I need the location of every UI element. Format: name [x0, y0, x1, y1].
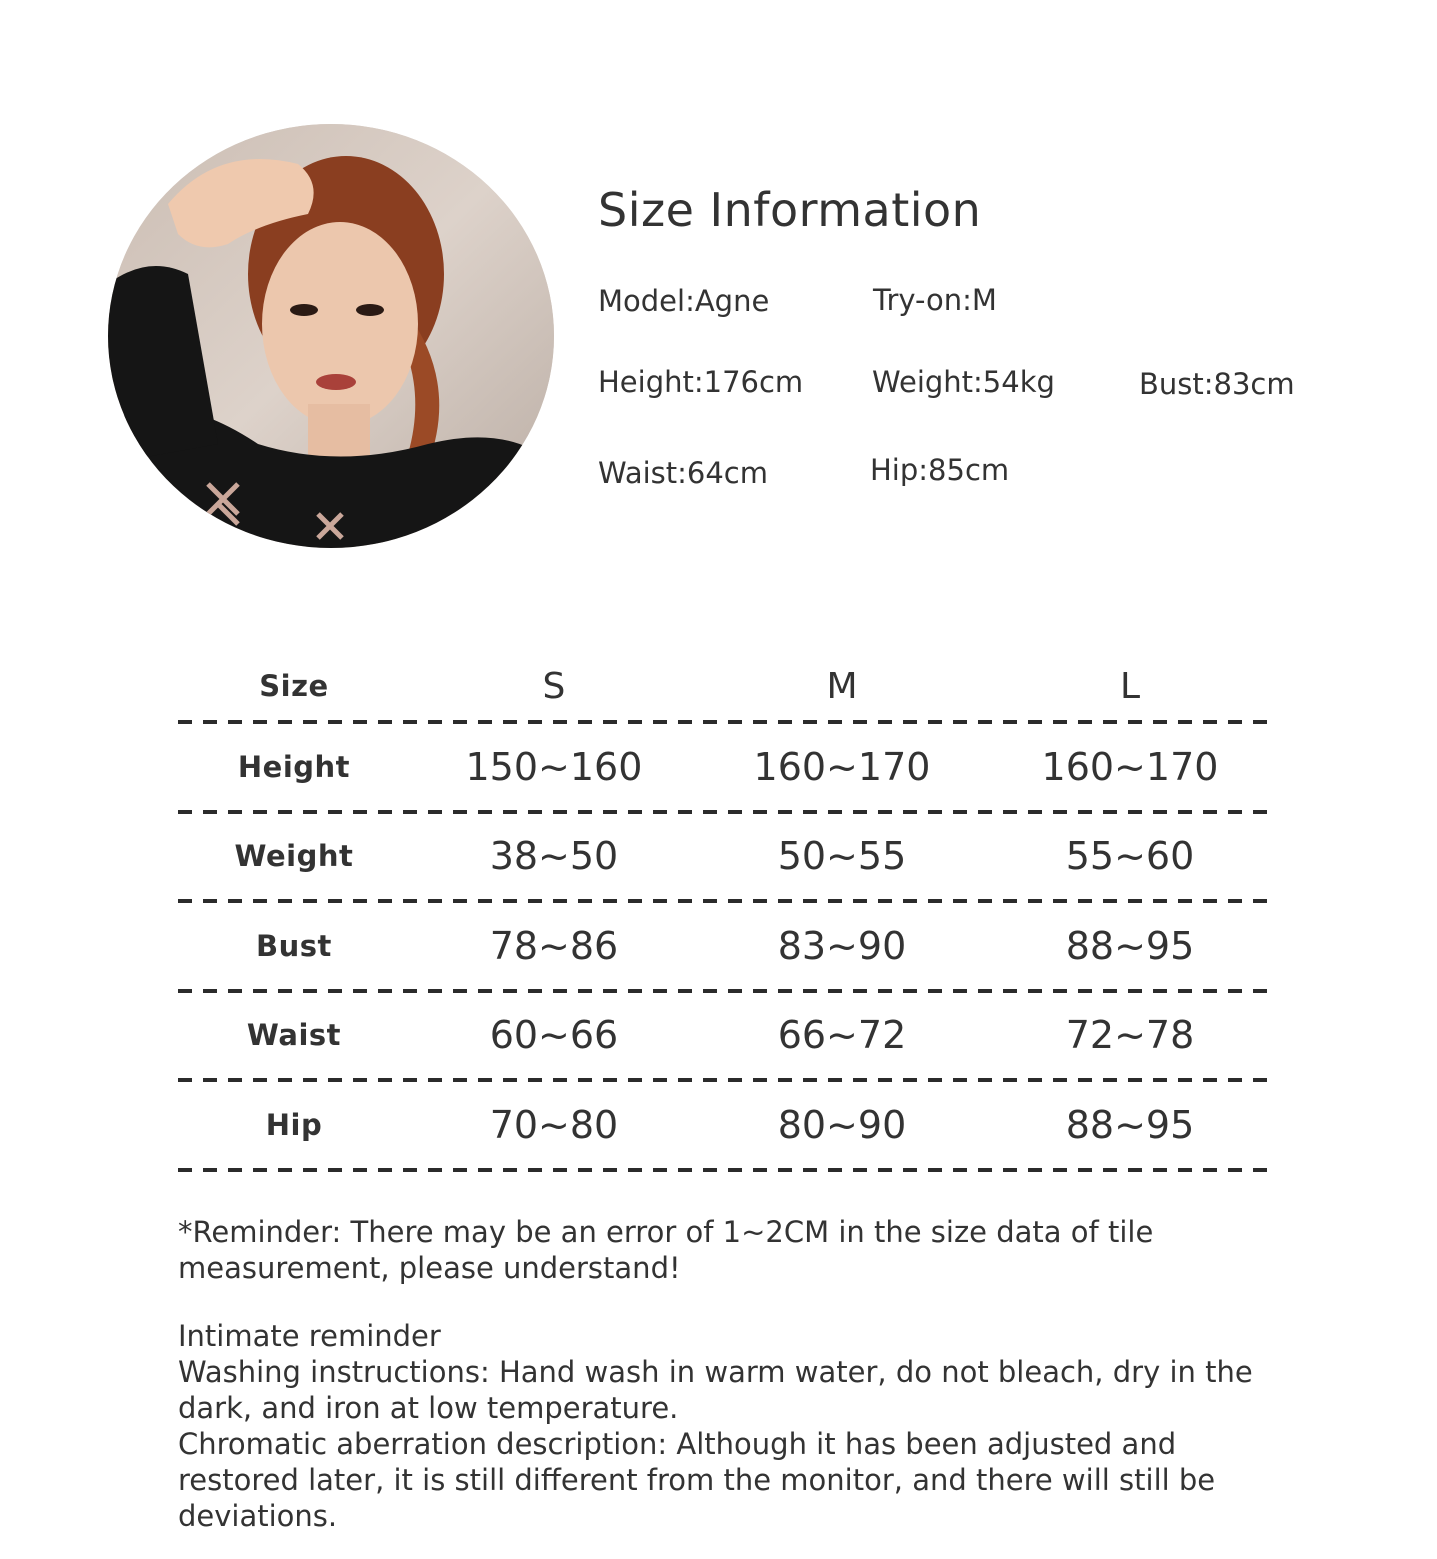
- washing-instructions: Washing instructions: Hand wash in warm water, do not bleach, dry in the dark, and iron at low temperature.: [178, 1355, 1253, 1425]
- cell-s: 60~66: [489, 1013, 619, 1058]
- cell-s: 150~160: [465, 744, 643, 789]
- row-label: Height: [237, 749, 351, 784]
- header-size-label: Size: [259, 669, 329, 703]
- measurement-reminder: *Reminder: There may be an error of 1~2CM in the size data of tile measurement, please understand!: [178, 1215, 1154, 1285]
- table-row-bust: [178, 901, 1274, 991]
- cell-m: 80~90: [777, 1102, 907, 1147]
- row-label: Waist: [246, 1018, 342, 1053]
- tryon-size: Try-on:M: [873, 283, 997, 317]
- cell-s: 70~80: [489, 1102, 619, 1147]
- row-label: Weight: [234, 839, 354, 874]
- table-header-row: [178, 650, 1274, 722]
- table-row-weight: [178, 812, 1274, 902]
- size-information-title: Size Information: [598, 183, 982, 237]
- notes-heading: Intimate reminder: [178, 1319, 441, 1353]
- model-name: Model:Agne: [598, 284, 770, 318]
- cell-m: 66~72: [777, 1013, 907, 1058]
- model-bust: Bust:83cm: [1139, 367, 1295, 401]
- model-photo: [108, 124, 554, 548]
- cell-l: 88~95: [1065, 1102, 1195, 1147]
- model-hip: Hip:85cm: [870, 453, 1010, 487]
- cell-s: 78~86: [489, 923, 619, 968]
- cell-l: 88~95: [1065, 923, 1195, 968]
- row-label: Hip: [265, 1107, 323, 1142]
- header-size-s: S: [542, 665, 566, 707]
- cell-m: 160~170: [753, 744, 931, 789]
- model-portrait-illustration: [108, 124, 554, 548]
- model-waist: Waist:64cm: [598, 456, 768, 490]
- header-size-l: L: [1119, 665, 1141, 707]
- table-row-height: [178, 722, 1274, 812]
- size-chart-table: [178, 650, 1274, 1170]
- model-height: Height:176cm: [598, 365, 804, 399]
- cell-m: 50~55: [777, 834, 907, 879]
- chromatic-aberration-note: Chromatic aberration description: Although it has been adjusted and restored later, it is still different from the monitor, and there will still be deviations.: [178, 1427, 1216, 1533]
- model-weight: Weight:54kg: [872, 365, 1055, 399]
- header-size-m: M: [826, 665, 858, 707]
- row-label: Bust: [256, 928, 332, 963]
- cell-l: 160~170: [1041, 744, 1219, 789]
- table-row-waist: [178, 991, 1274, 1081]
- cell-l: 72~78: [1065, 1013, 1195, 1058]
- cell-l: 55~60: [1065, 834, 1195, 879]
- table-row-hip: [178, 1080, 1274, 1170]
- care-notes: [178, 1318, 1278, 1534]
- cell-s: 38~50: [489, 834, 619, 879]
- cell-m: 83~90: [777, 923, 907, 968]
